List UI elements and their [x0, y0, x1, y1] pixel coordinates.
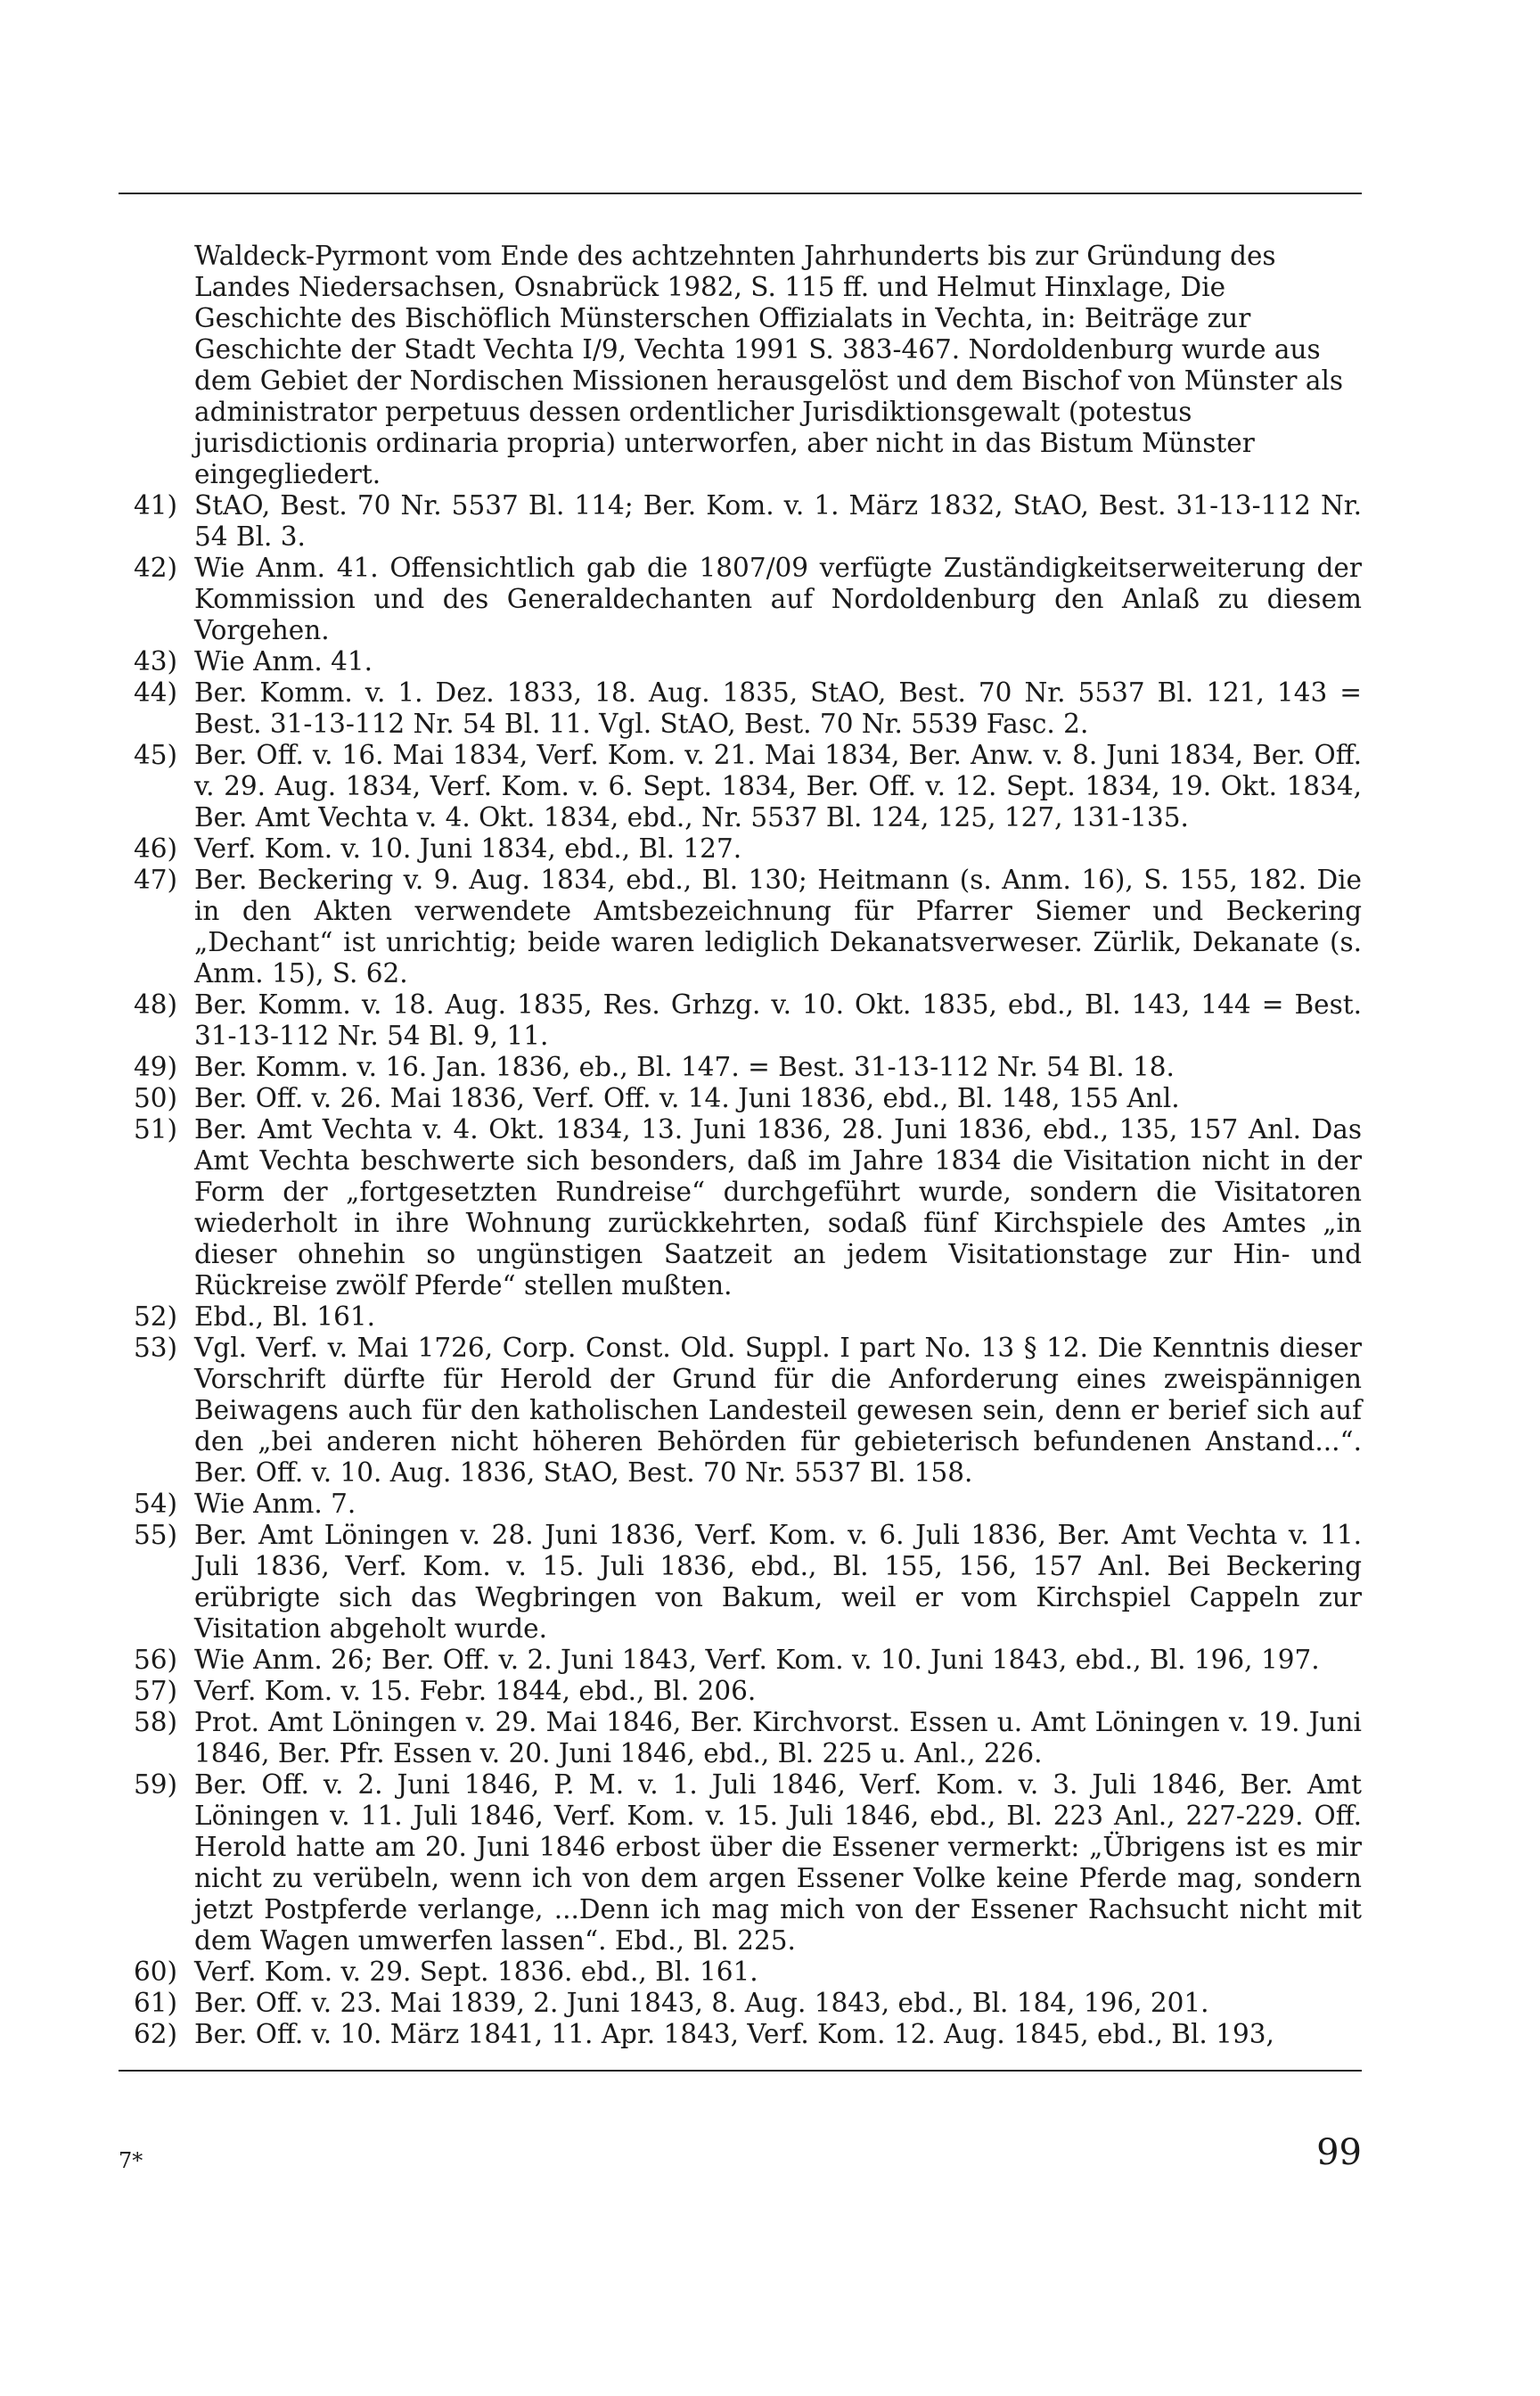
footnote-text: Verf. Kom. v. 10. Juni 1834, ebd., Bl. 127.	[194, 833, 742, 864]
footnote-number: 42)	[134, 553, 178, 583]
footnote-number: 60)	[134, 1957, 178, 1987]
footnote-number: 61)	[134, 1988, 178, 2018]
footnote-text: StAO, Best. 70 Nr. 5537 Bl. 114; Ber. Kom. v. 1. März 1832, StAO, Best. 31-13-112 Nr. 54 Bl. 3.	[194, 490, 1362, 552]
footnote-number: 43)	[134, 646, 178, 677]
footnote	[134, 1645, 1362, 1676]
footnote	[134, 1114, 1362, 1301]
footnotes	[134, 241, 1362, 2050]
footnote	[134, 740, 1362, 833]
footnote-number: 62)	[134, 2019, 178, 2049]
footnote-number: 51)	[134, 1114, 178, 1145]
footnote	[134, 1301, 1362, 1333]
footnote-number: 56)	[134, 1645, 178, 1675]
footnote-number: 45)	[134, 740, 178, 770]
footnote	[134, 646, 1362, 677]
footnote-list	[134, 490, 1362, 2050]
footnote-text: Ber. Amt Löningen v. 28. Juni 1836, Verf. Kom. v. 6. Juli 1836, Ber. Amt Vechta v. 11. Juli 1836, Verf. Kom. v. 15. Juli 1836, ebd., Bl. 155, 156, 157 Anl. Bei Beckering erübrigte sich das Wegbringen von Bakum, weil er vom Kirchspiel Cappeln zur Visitation abgeholt wurde.	[194, 1520, 1362, 1644]
footnote-number: 50)	[134, 1083, 178, 1113]
footnote-text: Ber. Komm. v. 1. Dez. 1833, 18. Aug. 1835, StAO, Best. 70 Nr. 5537 Bl. 121, 143 = Best. 31-13-112 Nr. 54 Bl. 11. Vgl. StAO, Best. 70 Nr. 5539 Fasc. 2.	[194, 677, 1362, 739]
footnote-text: Wie Anm. 41.	[194, 646, 373, 677]
header-rule	[119, 193, 1362, 194]
footnote-text: Ebd., Bl. 161.	[194, 1301, 375, 1332]
footnote-text: Verf. Kom. v. 29. Sept. 1836. ebd., Bl. 161.	[194, 1957, 758, 1987]
footnote-number: 57)	[134, 1676, 178, 1706]
footnote-text: Prot. Amt Löningen v. 29. Mai 1846, Ber. Kirchvorst. Essen u. Amt Löningen v. 19. Juni 1846, Ber. Pfr. Essen v. 20. Juni 1846, ebd., Bl. 225 u. Anl., 226.	[194, 1707, 1362, 1768]
footnote-text: Ber. Komm. v. 16. Jan. 1836, eb., Bl. 147. = Best. 31-13-112 Nr. 54 Bl. 18.	[194, 1052, 1175, 1082]
footnote	[134, 833, 1362, 865]
footnote-number: 46)	[134, 833, 178, 864]
footnote-number: 48)	[134, 989, 178, 1020]
footnote-number: 47)	[134, 865, 178, 895]
footnote	[134, 1333, 1362, 1489]
footnote-number: 52)	[134, 1301, 178, 1332]
footnote	[134, 1083, 1362, 1114]
footnote	[134, 1052, 1362, 1083]
footnote	[134, 1489, 1362, 1520]
footnote	[134, 989, 1362, 1052]
signature-mark: 7*	[119, 2148, 143, 2173]
footnote-number: 41)	[134, 490, 178, 521]
footnote	[134, 865, 1362, 989]
footnote-text: Verf. Kom. v. 15. Febr. 1844, ebd., Bl. 206.	[194, 1676, 757, 1706]
footnote	[134, 1957, 1362, 1988]
footnote-number: 59)	[134, 1769, 178, 1800]
footnote-text: Wie Anm. 41. Offensichtlich gab die 1807/09 verfügte Zuständigkeitserweiterung der Kommission und des Generaldechanten auf Nordoldenburg den Anlaß zu diesem Vorgehen.	[194, 553, 1362, 645]
footnote-number: 58)	[134, 1707, 178, 1737]
footnote-text: Ber. Off. v. 2. Juni 1846, P. M. v. 1. Juli 1846, Verf. Kom. v. 3. Juli 1846, Ber. Amt Löningen v. 11. Juli 1846, Verf. Kom. v. 15. Juli 1846, ebd., Bl. 223 Anl., 227-229. Off. Herold hatte am 20. Juni 1846 erbost über die Essener vermerkt: „Übrigens ist es mir nicht zu verübeln, wenn ich von dem argen Essener Volke keine Pferde mag, sondern jetzt Postpferde verlange, ...Denn ich mag mich von der Essener Rachsucht nicht mit dem Wagen umwerfen lassen“. Ebd., Bl. 225.	[194, 1769, 1362, 1956]
footnote	[134, 490, 1362, 553]
footnote	[134, 2019, 1362, 2050]
footnote-text: Wie Anm. 7.	[194, 1489, 356, 1519]
footnote	[134, 1676, 1362, 1707]
footnote	[134, 677, 1362, 740]
footnote	[134, 553, 1362, 646]
footnote-number: 55)	[134, 1520, 178, 1550]
footnote	[134, 1707, 1362, 1769]
footnote-text: Ber. Amt Vechta v. 4. Okt. 1834, 13. Juni 1836, 28. Juni 1836, ebd., 135, 157 Anl. Das Amt Vechta beschwerte sich besonders, daß im Jahre 1834 die Visitation nicht in der Form der „fortgesetzten Rundreise“ durchgeführt wurde, sondern die Visitatoren wiederholt in ihre Wohnung zurückkehrten, sodaß fünf Kirchspiele des Amtes „in dieser ohnehin so ungünstigen Saatzeit an jedem Visitationstage zur Hin- und Rückreise zwölf Pferde“ stellen mußten.	[194, 1114, 1362, 1301]
footnote-text: Ber. Off. v. 16. Mai 1834, Verf. Kom. v. 21. Mai 1834, Ber. Anw. v. 8. Juni 1834, Ber. Off. v. 29. Aug. 1834, Verf. Kom. v. 6. Sept. 1834, Ber. Off. v. 12. Sept. 1834, 19. Okt. 1834, Ber. Amt Vechta v. 4. Okt. 1834, ebd., Nr. 5537 Bl. 124, 125, 127, 131-135.	[194, 740, 1362, 833]
footnote-number: 54)	[134, 1489, 178, 1519]
footnote-text: Ber. Off. v. 26. Mai 1836, Verf. Off. v. 14. Juni 1836, ebd., Bl. 148, 155 Anl.	[194, 1083, 1180, 1113]
footnote-text: Ber. Off. v. 23. Mai 1839, 2. Juni 1843, 8. Aug. 1843, ebd., Bl. 184, 196, 201.	[194, 1988, 1209, 2018]
footnote-number: 44)	[134, 677, 178, 708]
footnote-text: Ber. Beckering v. 9. Aug. 1834, ebd., Bl. 130; Heitmann (s. Anm. 16), S. 155, 182. Die in den Akten verwendete Amtsbezeichnung für Pfarrer Siemer und Beckering „Dechant“ ist unrichtig; beide waren lediglich Dekanatsverweser. Zürlik, Dekanate (s. Anm. 15), S. 62.	[194, 865, 1362, 989]
page-number: 99	[1316, 2132, 1362, 2173]
footnote-number: 53)	[134, 1333, 178, 1363]
footnote	[134, 1520, 1362, 1645]
footnote	[134, 1988, 1362, 2019]
footnote-number: 49)	[134, 1052, 178, 1082]
footnote-text: Vgl. Verf. v. Mai 1726, Corp. Const. Old. Suppl. I part No. 13 § 12. Die Kenntnis dieser Vorschrift dürfte für Herold der Grund für die Anforderung eines zweispännigen Beiwagens auch für den katholischen Landesteil gewesen sein, denn er berief sich auf den „bei anderen nicht höheren Behörden für gebieterisch befundenen Anstand...“. Ber. Off. v. 10. Aug. 1836, StAO, Best. 70 Nr. 5537 Bl. 158.	[194, 1333, 1362, 1488]
footer-rule	[119, 2070, 1362, 2072]
footnote	[134, 1769, 1362, 1957]
footnote-text: Wie Anm. 26; Ber. Off. v. 2. Juni 1843, Verf. Kom. v. 10. Juni 1843, ebd., Bl. 196, 197.	[194, 1645, 1320, 1675]
footnote-text: Ber. Komm. v. 18. Aug. 1835, Res. Grhzg. v. 10. Okt. 1835, ebd., Bl. 143, 144 = Best. 31-13-112 Nr. 54 Bl. 9, 11.	[194, 989, 1362, 1051]
footnote-text: Ber. Off. v. 10. März 1841, 11. Apr. 1843, Verf. Kom. 12. Aug. 1845, ebd., Bl. 193,	[194, 2019, 1274, 2049]
footnote-continuation: Waldeck-Pyrmont vom Ende des achtzehnten Jahrhunderts bis zur Gründung des Landes Niedersachsen, Osnabrück 1982, S. 115 ff. und Helmut Hinxlage, Die Geschichte des Bischöflich Münsterschen Offizialats in Vechta, in: Beiträge zur Geschichte der Stadt Vechta I/9, Vechta 1991 S. 383-467. Nordoldenburg wurde aus dem Gebiet der Nordischen Missionen herausgelöst und dem Bischof von Münster als administrator perpetuus dessen ordentlicher Jurisdiktionsgewalt (potestus jurisdictionis ordinaria propria) unterworfen, aber nicht in das Bistum Münster eingegliedert.	[194, 241, 1344, 489]
